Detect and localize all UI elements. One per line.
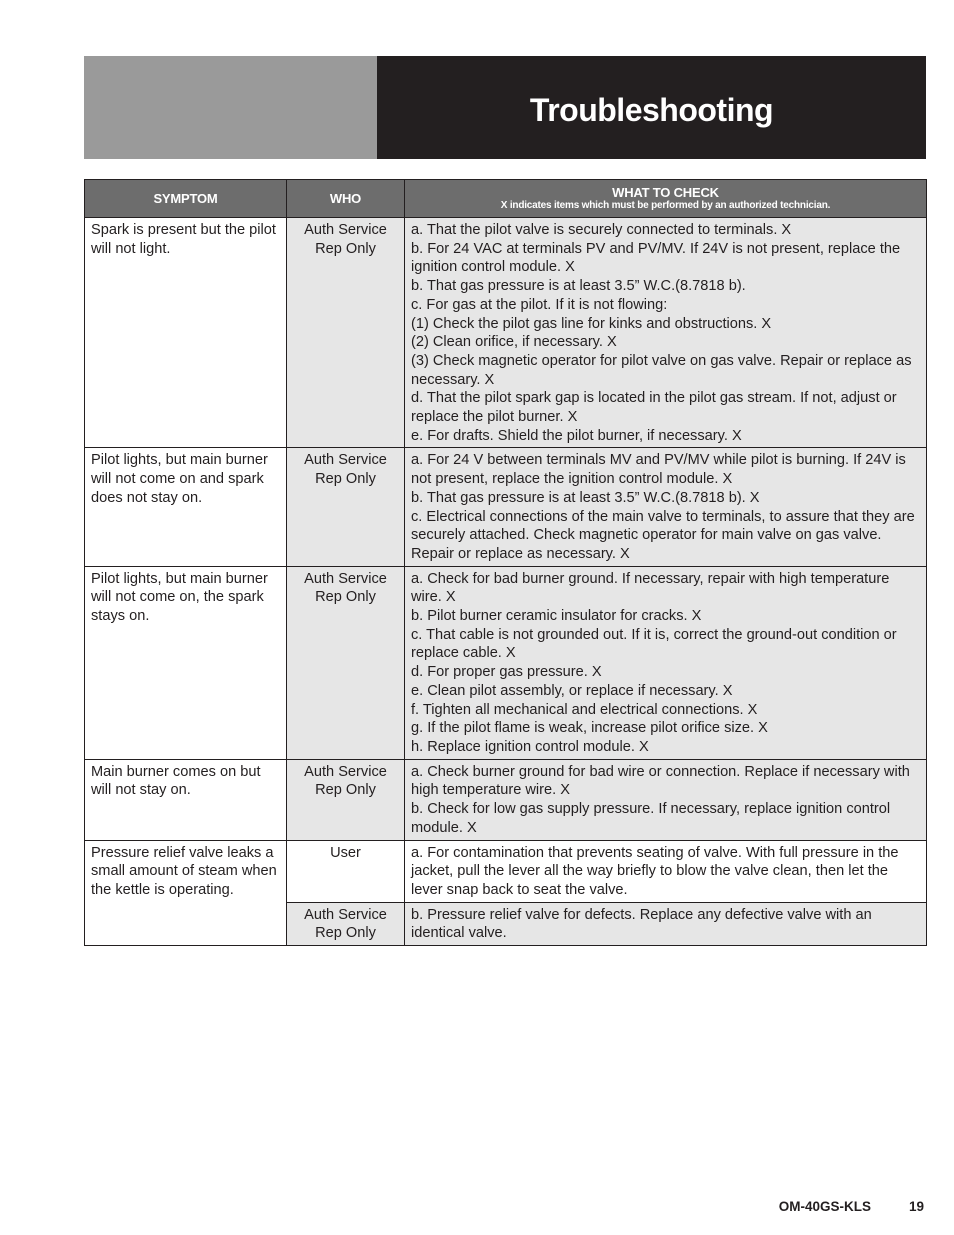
- symptom-cell: Main burner comes on but will not stay on.: [85, 759, 287, 840]
- header-who: WHO: [287, 180, 405, 218]
- who-cell: Auth Service Rep Only: [287, 566, 405, 759]
- check-item: a. Check for bad burner ground. If necessary, repair with high temperature wire. X: [411, 570, 890, 606]
- who-cell: Auth Service Rep Only: [287, 448, 405, 566]
- header-what-to-check-title: WHAT TO CHECK: [612, 185, 719, 200]
- who-cell: Auth Service Rep Only: [287, 218, 405, 448]
- banner-dark-block: [377, 56, 926, 159]
- table-row: [85, 218, 927, 448]
- check-cell-user: a. For contamination that prevents seating of valve. With full pressure in the jacket, pull the lever all the way briefly to blow the valve clean, then let the lever snap back to seat the valve.: [405, 840, 927, 902]
- check-item: b. That gas pressure is at least 3.5” W.C.(8.7818 b).: [411, 278, 746, 295]
- doc-code: OM-40GS-KLS: [778, 1199, 871, 1214]
- who-cell-auth: Auth Service Rep Only: [287, 902, 405, 945]
- symptom-cell: Pilot lights, but main burner will not come on, the spark stays on.: [85, 566, 287, 759]
- check-cell-auth: b. Pressure relief valve for defects. Replace any defective valve with an identical valve.: [405, 902, 927, 945]
- check-cell: [405, 759, 927, 840]
- check-item: d. That the pilot spark gap is located in the pilot gas stream. If not, adjust or replace the pilot burner. X: [411, 390, 897, 426]
- check-item: a. Check burner ground for bad wire or connection. Replace if necessary with high temperature wire. X: [411, 763, 910, 799]
- table-row: [85, 759, 927, 840]
- check-cell: [405, 218, 927, 448]
- check-item: f. Tighten all mechanical and electrical connections. X: [411, 701, 758, 718]
- symptom-cell: Pilot lights, but main burner will not come on and spark does not stay on.: [85, 448, 287, 566]
- check-item: b. Pilot burner ceramic insulator for cracks. X: [411, 608, 702, 625]
- check-cell: [405, 566, 927, 759]
- page-number: 19: [908, 1199, 924, 1214]
- check-item: d. For proper gas pressure. X: [411, 664, 602, 681]
- title-banner: [84, 56, 926, 159]
- who-cell: Auth Service Rep Only: [287, 759, 405, 840]
- who-cell-user: User: [287, 840, 405, 902]
- check-item: (3) Check magnetic operator for pilot valve on gas valve. Repair or replace as necessary. X: [411, 352, 912, 388]
- page-footer: [779, 1199, 924, 1214]
- header-what-to-check: [405, 180, 927, 218]
- check-item: a. For 24 V between terminals MV and PV/MV while pilot is burning. If 24V is not present, replace the ignition control module. X: [411, 452, 906, 488]
- symptom-cell: Pressure relief valve leaks a small amount of steam when the kettle is operating.: [85, 840, 287, 946]
- troubleshooting-table: [84, 179, 927, 946]
- table-row: [85, 840, 927, 902]
- check-item: (1) Check the pilot gas line for kinks and obstructions. X: [411, 315, 772, 332]
- check-item: b. For 24 VAC at terminals PV and PV/MV. If 24V is not present, replace the ignition control module. X: [411, 240, 901, 276]
- check-item: c. That cable is not grounded out. If it is, correct the ground-out condition or replace cable. X: [411, 626, 897, 662]
- check-item: c. For gas at the pilot. If it is not flowing:: [411, 296, 668, 313]
- header-what-to-check-note: X indicates items which must be performed by an authorized technician.: [500, 200, 831, 211]
- check-item: g. If the pilot flame is weak, increase pilot orifice size. X: [411, 720, 768, 737]
- symptom-cell: Spark is present but the pilot will not light.: [85, 218, 287, 448]
- check-item: b. Check for low gas supply pressure. If necessary, replace ignition control module. X: [411, 801, 891, 836]
- check-item: c. Electrical connections of the main valve to terminals, to assure that they are securely attached. Check magnetic operator for main valve on gas valve. Repair or replace as necessary. X: [411, 508, 915, 562]
- page-title: Troubleshooting: [529, 92, 774, 128]
- check-item: b. That gas pressure is at least 3.5” W.C.(8.7818 b). X: [411, 489, 760, 506]
- check-item: e. For drafts. Shield the pilot burner, if necessary. X: [411, 427, 742, 444]
- banner-gray-block: [84, 56, 377, 159]
- check-item: (2) Clean orifice, if necessary. X: [411, 334, 617, 351]
- check-item: e. Clean pilot assembly, or replace if necessary. X: [411, 682, 733, 699]
- check-item: h. Replace ignition control module. X: [411, 738, 649, 755]
- table-row: [85, 448, 927, 566]
- check-cell: [405, 448, 927, 566]
- header-symptom: SYMPTOM: [85, 180, 287, 218]
- table-header-row: [85, 180, 927, 218]
- table-row: [85, 566, 927, 759]
- check-item: a. That the pilot valve is securely connected to terminals. X: [411, 222, 792, 238]
